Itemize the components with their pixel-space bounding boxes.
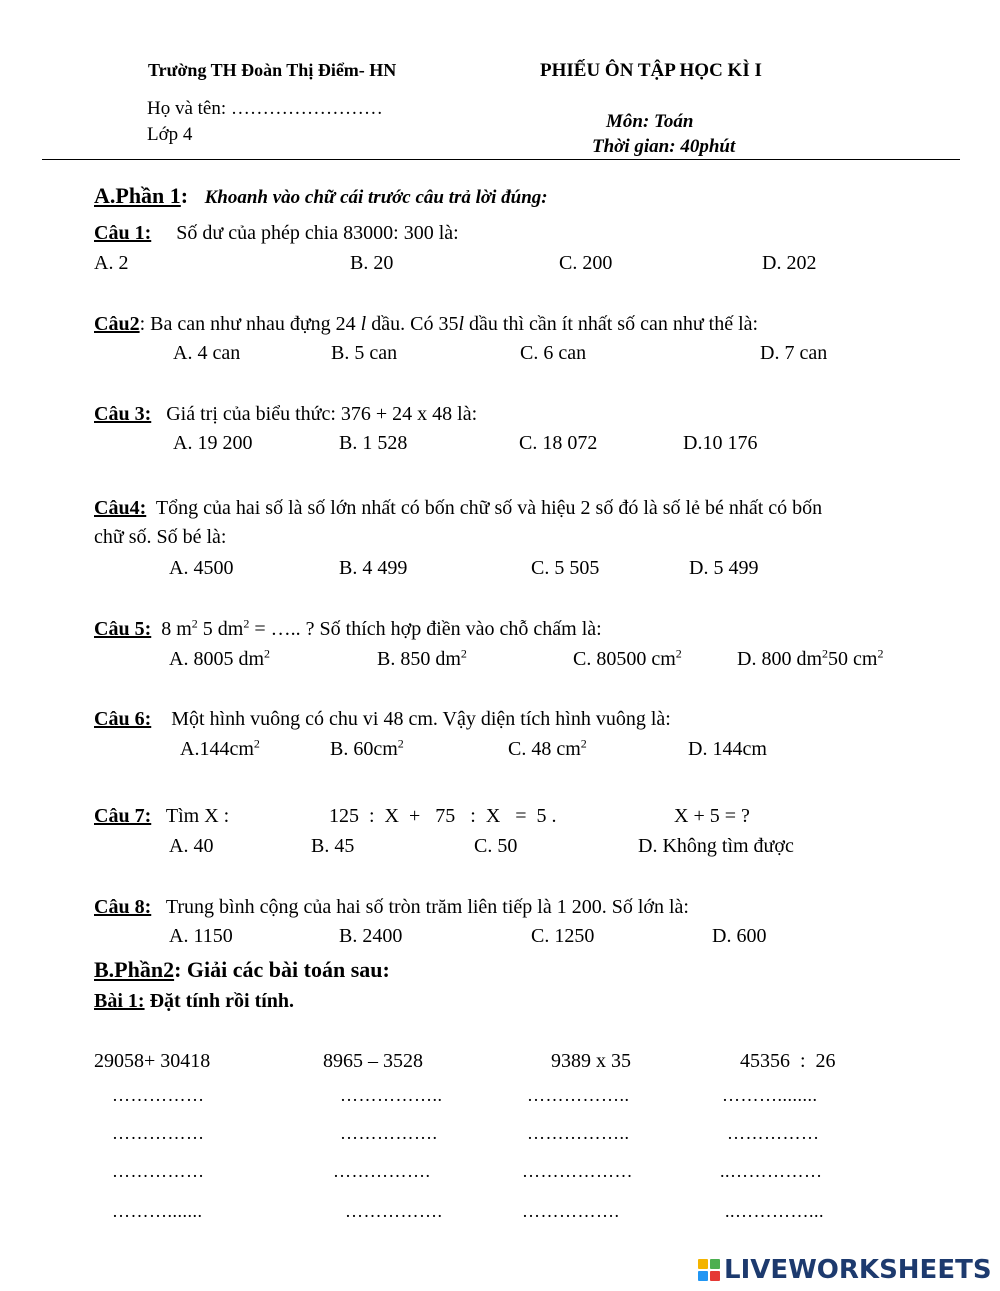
answer-line[interactable]: ..…………... [725,1201,824,1221]
q8-option-a[interactable]: A. 1150 [169,925,233,947]
q5-option-d-text-1: D. 800 dm [737,648,822,670]
part-b-heading [94,957,390,983]
calc-2: 8965 – 3528 [323,1050,423,1072]
answer-line[interactable]: ..…………… [720,1161,823,1181]
superscript: 2 [675,646,682,661]
q3-option-d[interactable]: D.10 176 [683,432,758,454]
class-line: Lớp 4 [147,124,193,145]
q2-option-d[interactable]: D. 7 can [760,342,828,364]
answer-line[interactable]: …………… [727,1123,820,1143]
liveworksheets-logo [698,1255,992,1285]
q3-option-b[interactable]: B. 1 528 [339,432,408,454]
q3-option-c[interactable]: C. 18 072 [519,432,598,454]
logo-blocks-icon [698,1259,720,1281]
question-2-text-mid: dầu. Có 35 [366,313,459,335]
superscript: 2 [460,646,467,661]
liter-unit: l [458,313,465,335]
superscript: 2 [822,646,828,661]
q2-option-a[interactable]: A. 4 can [173,342,241,364]
superscript: 2 [580,736,587,751]
part-a-heading [94,183,548,209]
q6-option-d[interactable]: D. 144cm [688,738,767,760]
q5-option-a[interactable] [169,648,270,671]
q1-option-d[interactable]: D. 202 [762,252,817,274]
student-name-line: Họ và tên: …………………… [147,98,383,119]
superscript: 2 [243,616,250,631]
question-8-label: Câu 8: [94,896,152,918]
calc-3: 9389 x 35 [551,1050,631,1072]
q5-option-d-text-2: 50 cm [828,648,878,670]
question-4-text-1: Tổng của hai số là số lớn nhất có bốn chữ số và hiệu 2 số đó là số lẻ bé nhất có bốn [155,497,823,519]
answer-line[interactable]: …………… [112,1161,205,1181]
part-a-title: A.Phần 1 [94,183,181,208]
question-4-label: Câu4: [94,497,147,519]
part-a-colon: : [180,183,189,208]
q6-option-b-text: B. 60cm [330,738,398,760]
question-4-text-2: chữ số. Số bé là: [94,526,227,548]
subject-label: Môn: Toán [606,111,694,132]
answer-line[interactable]: …………….. [527,1085,630,1105]
q6-option-c[interactable] [508,738,587,761]
exercise-1-label: Bài 1: [94,990,145,1012]
part-b-title: B.Phần2 [94,957,175,982]
question-2 [94,313,758,336]
q7-option-d[interactable]: D. Không tìm được [638,835,794,857]
q5-option-d[interactable] [737,648,883,671]
question-3-text: Giá trị của biểu thức: 376 + 24 x 48 là: [166,403,478,425]
logo-block [710,1271,720,1281]
logo-block [710,1259,720,1269]
answer-line[interactable]: ……………. [522,1201,620,1221]
answer-line[interactable]: …………….. [340,1085,443,1105]
answer-line[interactable]: ……………. [333,1161,431,1181]
question-7-text: Tìm X : [165,805,230,827]
q8-option-c[interactable]: C. 1250 [531,925,595,947]
q2-option-c[interactable]: C. 6 can [520,342,587,364]
q4-option-a[interactable]: A. 4500 [169,557,234,579]
q7-option-a[interactable]: A. 40 [169,835,214,857]
question-8-text: Trung bình cộng của hai số tròn trăm liên tiếp là 1 200. Số lớn là: [165,896,689,918]
sheet-title: PHIẾU ÔN TẬP HỌC KÌ I [540,60,762,81]
superscript: 2 [191,616,198,631]
part-b-instruction: : Giải các bài toán sau: [174,957,390,982]
q8-option-d[interactable]: D. 600 [712,925,767,947]
question-7-ask: X + 5 = ? [674,805,750,827]
answer-line[interactable]: …………….. [527,1123,630,1143]
time-label: Thời gian: 40phút [592,136,736,157]
answer-line[interactable]: …………… [112,1085,205,1105]
answer-line[interactable]: ……………… [522,1161,633,1181]
calc-4: 45356 : 26 [740,1050,836,1072]
q1-option-a[interactable]: A. 2 [94,252,129,274]
question-4 [94,497,822,520]
question-5-text-2: 5 dm [197,618,244,640]
question-6 [94,708,671,731]
logo-block [698,1259,708,1269]
question-2-text-post: dầu thì cần ít nhất số can như thế là: [464,313,759,335]
part-a-instruction: Khoanh vào chữ cái trước câu trả lời đúng: [204,187,548,208]
question-5 [94,618,602,641]
q1-option-c[interactable]: C. 200 [559,252,613,274]
q6-option-b[interactable] [330,738,404,761]
superscript: 2 [253,736,260,751]
question-7 [94,805,229,828]
question-6-text: Một hình vuông có chu vi 48 cm. Vậy diện tích hình vuông là: [171,708,671,730]
question-7-equation: 125 : X + 75 : X = 5 . [329,805,557,827]
q3-option-a[interactable]: A. 19 200 [173,432,253,454]
q4-option-d[interactable]: D. 5 499 [689,557,759,579]
answer-line[interactable]: ……………. [345,1201,443,1221]
q6-option-a-text: A.144cm [180,738,254,760]
question-1 [94,222,459,245]
q5-option-a-text: A. 8005 dm [169,648,264,670]
question-1-label: Câu 1: [94,222,152,244]
question-5-label: Câu 5: [94,618,152,640]
question-6-label: Câu 6: [94,708,152,730]
header-divider [42,159,960,160]
question-7-label: Câu 7: [94,805,152,827]
question-8 [94,896,689,919]
q4-option-b[interactable]: B. 4 499 [339,557,408,579]
question-1-text: Số dư của phép chia 83000: 300 là: [176,222,459,244]
answer-line[interactable]: ………....... [112,1201,203,1221]
q7-option-c[interactable]: C. 50 [474,835,518,857]
q5-option-b-text: B. 850 dm [377,648,461,670]
q6-option-c-text: C. 48 cm [508,738,581,760]
liter-unit: l [360,313,367,335]
superscript: 2 [877,646,884,661]
question-5-text-1: 8 m [161,618,192,640]
exercise-1-heading [94,990,294,1013]
question-2-text-pre: : Ba can như nhau đựng 24 [139,313,361,335]
q7-option-b[interactable]: B. 45 [311,835,355,857]
q6-option-a[interactable] [180,738,260,761]
answer-line[interactable]: ………........ [722,1085,818,1105]
logo-text: LIVEWORKSHEETS [724,1255,992,1285]
answer-line[interactable]: ……………. [340,1123,438,1143]
q1-option-b[interactable]: B. 20 [350,252,394,274]
q4-option-c[interactable]: C. 5 505 [531,557,600,579]
answer-line[interactable]: …………… [112,1123,205,1143]
q8-option-b[interactable]: B. 2400 [339,925,403,947]
logo-block [698,1271,708,1281]
q5-option-c[interactable] [573,648,682,671]
superscript: 2 [397,736,404,751]
question-3 [94,403,477,426]
q5-option-c-text: C. 80500 cm [573,648,676,670]
q5-option-b[interactable] [377,648,467,671]
question-2-label: Câu2 [94,313,140,335]
school-name: Trường TH Đoàn Thị Điểm- HN [148,60,397,80]
calc-1: 29058+ 30418 [94,1050,211,1072]
superscript: 2 [264,646,270,661]
q2-option-b[interactable]: B. 5 can [331,342,398,364]
question-3-label: Câu 3: [94,403,152,425]
question-5-text-3: = ….. ? Số thích hợp điền vào chỗ chấm là: [249,618,602,640]
exercise-1-text: Đặt tính rồi tính. [144,990,295,1012]
